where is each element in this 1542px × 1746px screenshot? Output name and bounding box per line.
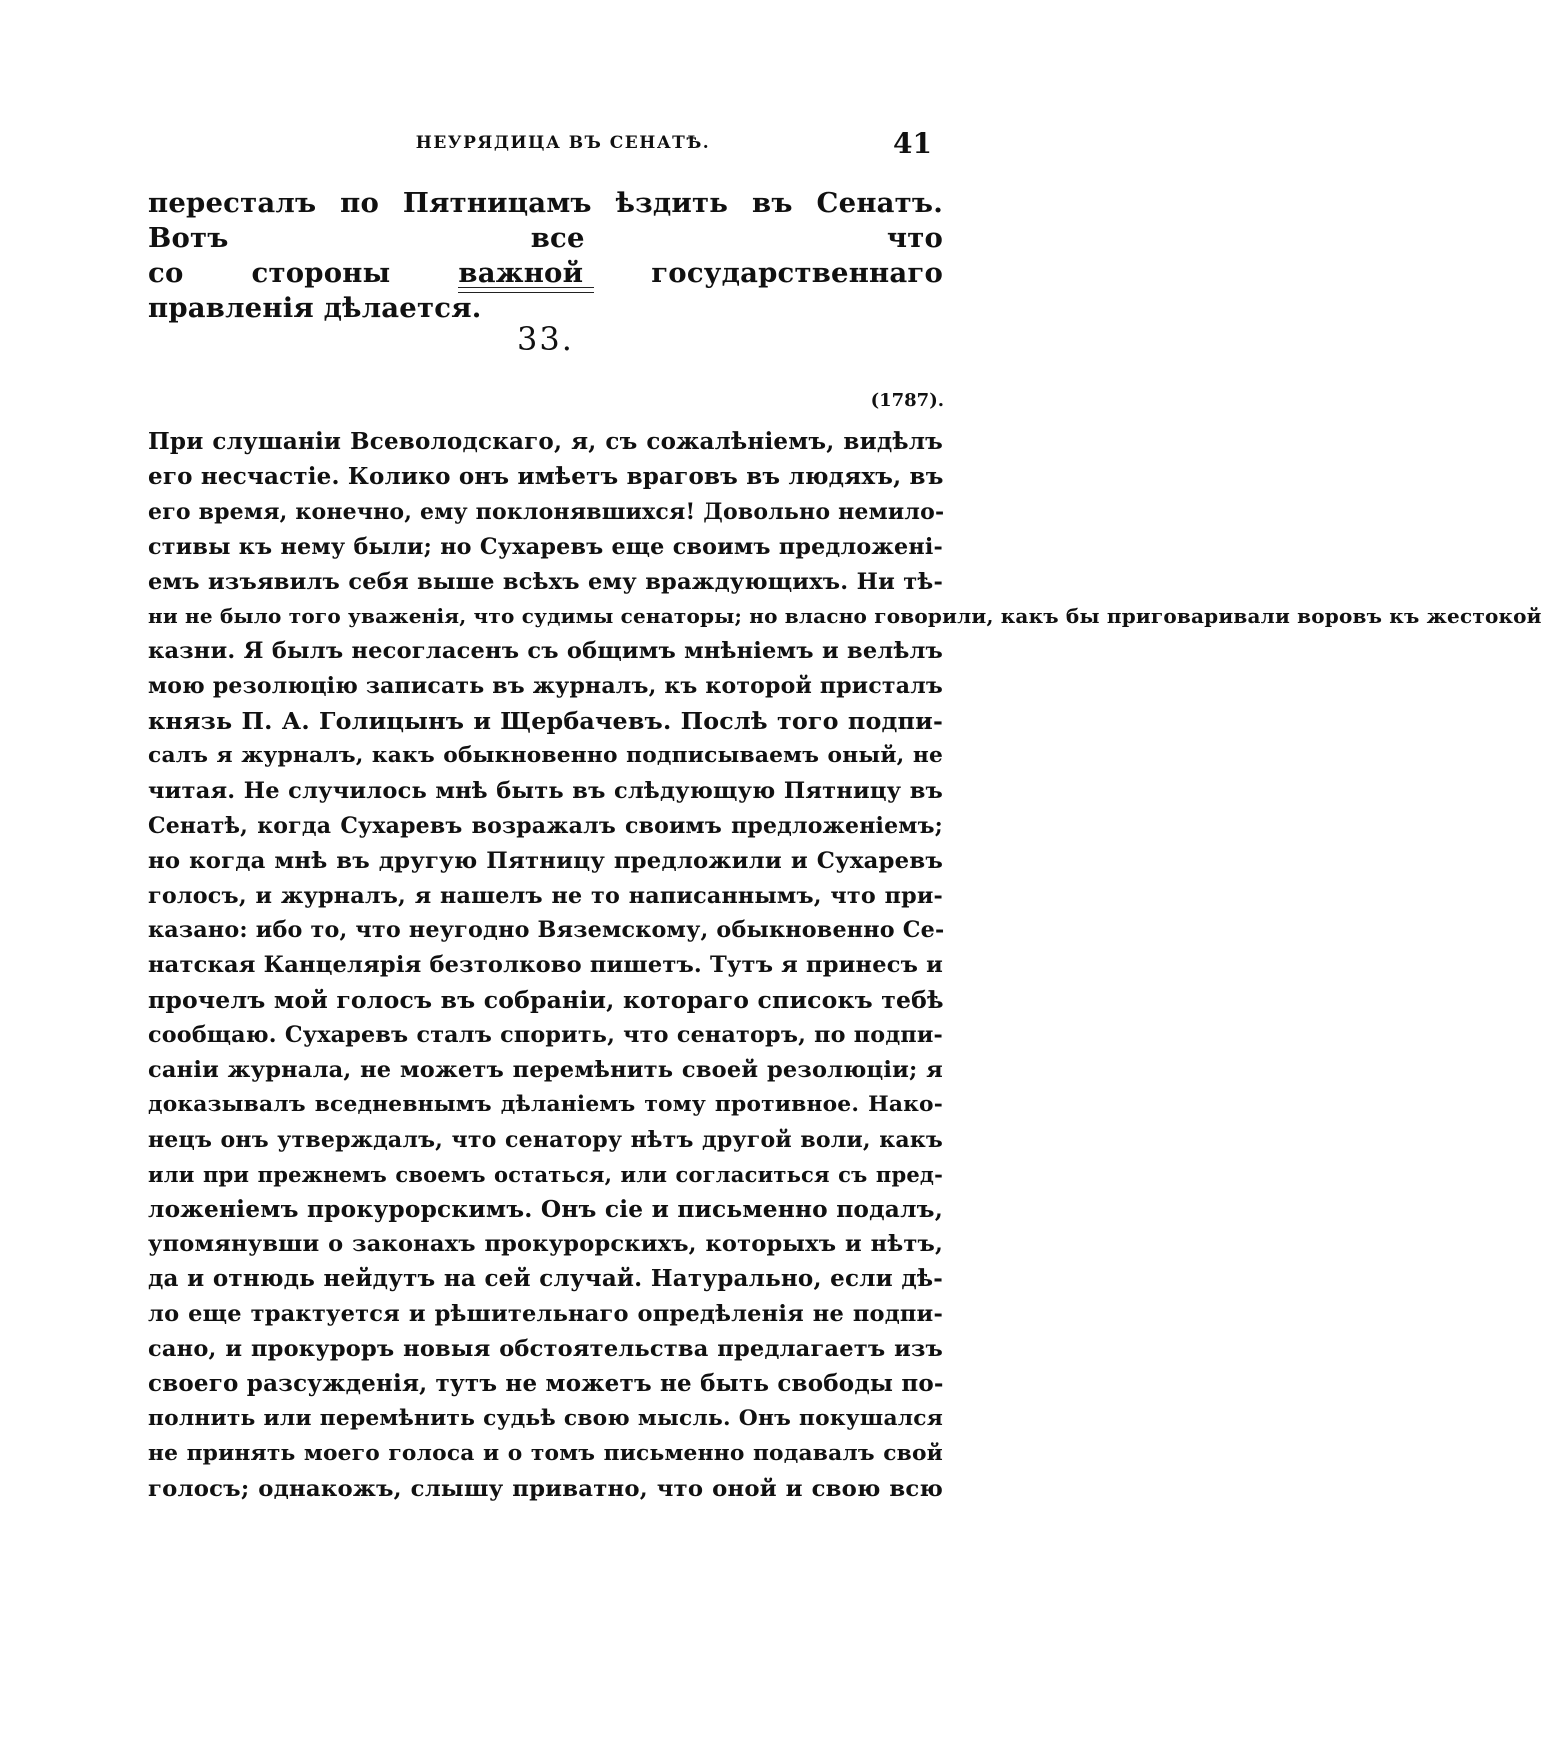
text-line: доказывалъ вседневнымъ дѣланіемъ тому противное. Нако-	[148, 1091, 943, 1117]
section-separator	[458, 287, 594, 293]
text-line: ло еще трактуется и рѣшительнаго опредѣленія не подпи-	[148, 1301, 943, 1328]
text-line: емъ изъявилъ себя выше всѣхъ ему враждующихъ. Ни тѣ-	[148, 568, 943, 595]
text-line: читая. Не случилось мнѣ быть въ слѣдующую Пятницу въ	[148, 777, 943, 804]
continuation-paragraph	[148, 186, 943, 326]
text-line: ни не было того уваженія, что судимы сенаторы; но власно говорили, какъ бы приговаривали воровъ къ жестокой	[148, 604, 1542, 629]
text-line: сано, и прокуроръ новыя обстоятельства предлагаетъ изъ	[148, 1336, 943, 1363]
text-line: пересталъ по Пятницамъ ѣздить въ Сенатъ. Вотъ все что	[148, 187, 943, 254]
text-line: его время, конечно, ему поклонявшихся! Довольно немило-	[148, 498, 945, 525]
text-line: сообщаю. Сухаревъ сталъ спорить, что сенаторъ, по подпи-	[148, 1022, 943, 1049]
text-line: При слушаніи Всеволодскаго, я, съ сожалѣніемъ, видѣлъ	[148, 428, 943, 455]
text-line: упомянувши о законахъ прокурорскихъ, которыхъ и нѣтъ,	[148, 1231, 943, 1258]
text-line: да и отнюдь нейдутъ на сей случай. Натурально, если дѣ-	[148, 1265, 943, 1293]
letter-number: 33.	[517, 320, 574, 358]
page-number: 41	[893, 127, 932, 160]
text-line: саніи журнала, не можетъ перемѣнить своей резолюціи; я	[148, 1057, 943, 1084]
text-line: своего разсужденія, тутъ не можетъ не быть свободы по-	[148, 1370, 944, 1398]
running-title: НЕУРЯДИЦА ВЪ СЕНАТѢ.	[415, 133, 711, 153]
text-line: или при прежнемъ своемъ остаться, или согласиться съ пред-	[148, 1161, 943, 1187]
text-line: голосъ, и журналъ, я нашелъ не то написаннымъ, что при-	[148, 882, 943, 909]
text-line: салъ я журналъ, какъ обыкновенно подписываемъ оный, не	[148, 743, 943, 769]
text-line: его несчастіе. Колико онъ имѣетъ враговъ въ людяхъ, въ	[148, 462, 944, 490]
text-line: мою резолюцію записать въ журналъ, къ которой присталъ	[148, 673, 943, 700]
text-line: стивы къ нему были; но Сухаревъ еще своимъ предложені-	[148, 533, 943, 560]
text-line: нецъ онъ утверждалъ, что сенатору нѣтъ другой воли, какъ	[148, 1126, 943, 1153]
running-head	[148, 127, 978, 160]
letter-body	[148, 425, 1542, 1507]
text-line: полнить или перемѣнить судьѣ свою мысль. Онъ покушался	[148, 1405, 943, 1431]
text-line: прочелъ мой голосъ въ собраніи, котораго списокъ тебѣ	[148, 986, 944, 1015]
text-line: казни. Я былъ несогласенъ съ общимъ мнѣніемъ и велѣлъ	[148, 638, 943, 665]
text-line: натская Канцелярія безтолково пишетъ. Тутъ я принесъ и	[148, 952, 943, 979]
text-line: но когда мнѣ въ другую Пятницу предложили и Сухаревъ	[148, 847, 943, 874]
text-line: казано: ибо то, что неугодно Вяземскому, обыкновенно Се-	[148, 917, 945, 944]
text-line: ложеніемъ прокурорскимъ. Онъ сіе и письменно подалъ,	[148, 1195, 943, 1223]
text-line: голосъ; однакожъ, слышу приватно, что оной и свою всю	[148, 1475, 943, 1502]
text-line: князь П. А. Голицынъ и Щербачевъ. Послѣ того подпи-	[148, 707, 943, 736]
text-line: Сенатѣ, когда Сухаревъ возражалъ своимъ предложеніемъ;	[148, 812, 943, 839]
letter-date: (1787).	[870, 390, 944, 411]
text-line: со стороны важной государственнаго правленія дѣлается.	[148, 256, 943, 324]
text-line: не принять моего голоса и о томъ письменно подавалъ свой	[148, 1440, 943, 1466]
